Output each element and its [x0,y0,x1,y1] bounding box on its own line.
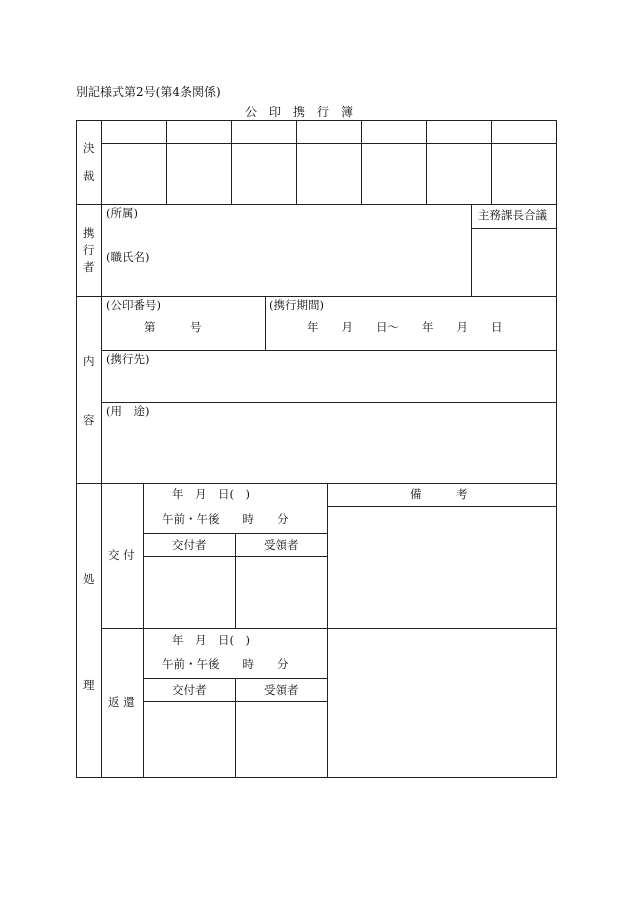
issue-signature-divider [235,533,236,628]
period-format: 年 月 日～ 年 月 日 [307,320,503,334]
kessai-col-3 [296,120,297,204]
purpose-label: (用 途) [106,404,150,418]
seal-number-label: (公印番号) [106,298,161,312]
issue-time-format: 午前・午後 時 分 [162,512,289,526]
kessai-col-1 [166,120,167,204]
issue-date-format: 年 月 日( ) [172,487,250,501]
destination-top-line [101,350,557,351]
period-label: (携行期間) [269,298,324,312]
approval-header-line [471,228,557,229]
seal-period-divider [265,296,266,350]
return-time-format: 午前・午後 時 分 [162,657,289,671]
naiyou-label-2: 容 [83,413,95,427]
kessai-col-4 [361,120,362,204]
remarks-divider [327,483,328,778]
kessai-header-row-line [101,143,557,144]
keikousha-label-1: 携 [83,226,95,240]
affiliation-label: (所属) [106,206,138,220]
return-label: 返 還 [108,695,135,709]
section-divider-naiyou [76,296,557,297]
form-reference: 別記様式第2号(第4条関係) [76,85,221,99]
issue-giver-label: 交付者 [172,538,207,552]
purpose-top-line [101,402,557,403]
return-giver-label: 交付者 [172,683,207,697]
kessai-label-2: 裁 [83,169,95,183]
section-divider-shori [76,483,557,484]
seal-number-format: 第 号 [144,320,202,334]
destination-label: (携行先) [106,352,150,366]
remarks-label: 備 考 [410,487,468,501]
kessai-col-5 [426,120,427,204]
kessai-col-6 [491,120,492,204]
shori-sublabel-divider [143,483,144,778]
shori-label-2: 理 [83,678,95,692]
section-divider-keikousha [76,204,557,205]
return-receiver-label: 受領者 [264,683,299,697]
kessai-label-1: 決 [83,141,95,155]
naiyou-label-1: 内 [83,354,95,368]
return-date-format: 年 月 日( ) [172,633,250,647]
kessai-col-2 [231,120,232,204]
keikousha-label-2: 行 [83,243,95,257]
return-signature-divider [235,678,236,778]
issue-label: 交 付 [108,548,135,562]
approval-label: 主務課長合議 [478,208,547,222]
form-title: 公 印 携 行 簿 [245,105,354,119]
shori-label-1: 処 [83,572,95,586]
remarks-header-line [327,506,557,507]
issue-return-divider [101,628,557,629]
name-title-label: (職氏名) [106,250,150,264]
label-column-divider [101,120,102,778]
approval-column-divider [471,204,472,296]
issue-receiver-label: 受領者 [264,538,299,552]
keikousha-label-3: 者 [83,260,95,274]
